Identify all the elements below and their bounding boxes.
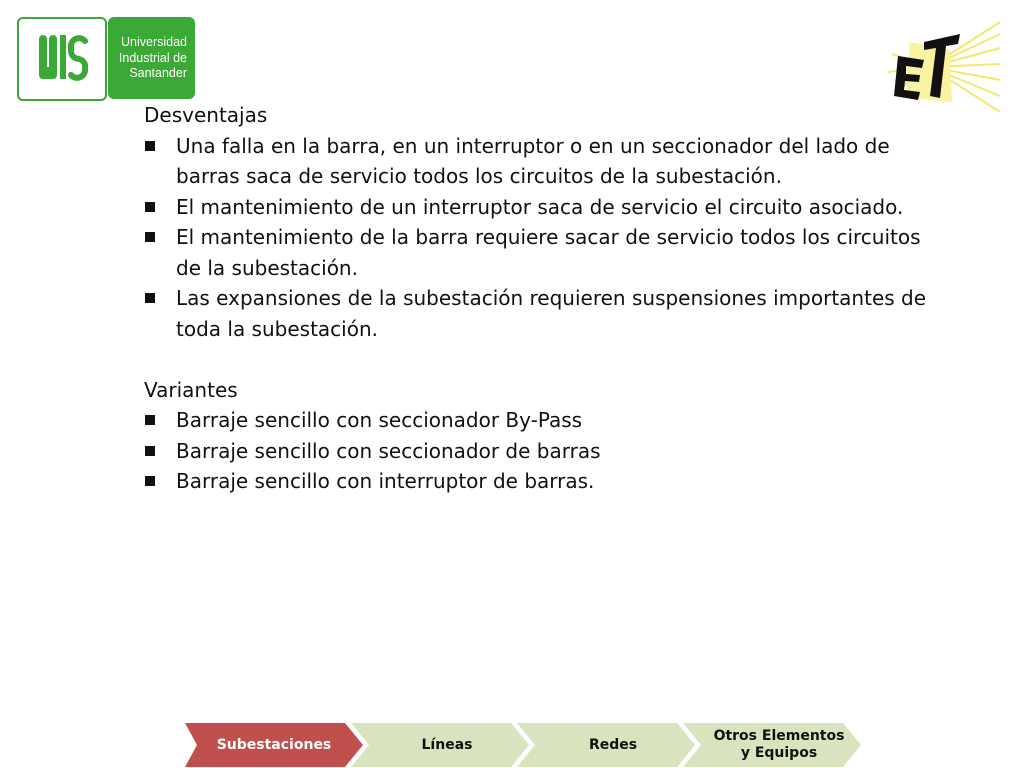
university-name-line-3: Santander — [129, 66, 187, 80]
list-item-text: Barraje sencillo con seccionador By-Pass — [176, 408, 583, 432]
variantes-title: Variantes — [144, 377, 238, 402]
square-bullet-icon — [145, 293, 155, 303]
variantes-list — [144, 405, 944, 497]
nav-label — [700, 728, 845, 762]
university-logo — [17, 17, 195, 99]
nav-label-line-2: y Equipos — [740, 745, 818, 761]
nav-lineas[interactable] — [351, 723, 529, 767]
list-item — [144, 131, 944, 192]
university-name-line-2: Industrial de — [118, 50, 187, 65]
spacer — [144, 344, 944, 375]
square-bullet-icon — [145, 141, 155, 151]
list-item — [144, 405, 944, 436]
desventajas-list — [144, 131, 944, 345]
nav-otros-elementos[interactable] — [683, 723, 861, 767]
university-name-line-1: Universidad — [120, 35, 187, 49]
nav-label: Redes — [588, 736, 638, 753]
nav-label: Subestaciones — [216, 736, 332, 753]
uis-monogram-icon — [17, 17, 107, 101]
list-item-text: Una falla en la barra, en un interruptor o en un seccionador del lado de barras saca de servicio todos los circuitos de la subestación. — [176, 133, 890, 188]
square-bullet-icon — [145, 476, 155, 486]
list-item-text: Barraje sencillo con interruptor de barras. — [176, 469, 595, 493]
section-nav — [185, 723, 865, 767]
square-bullet-icon — [145, 202, 155, 212]
nav-label-line-1: Otros Elementos — [713, 728, 845, 744]
nav-redes[interactable] — [517, 723, 695, 767]
list-item — [144, 222, 944, 283]
square-bullet-icon — [145, 415, 155, 425]
nav-label: Líneas — [421, 736, 473, 753]
slide-content — [144, 100, 944, 497]
list-item-text: El mantenimiento de la barra requiere sacar de servicio todos los circuitos de la subestación. — [176, 225, 921, 280]
university-name — [108, 17, 195, 99]
nav-subestaciones[interactable] — [185, 723, 363, 767]
list-item-text: Las expansiones de la subestación requieren suspensiones importantes de toda la subestación. — [176, 286, 927, 341]
list-item-text: Barraje sencillo con seccionador de barras — [176, 438, 601, 463]
list-item — [144, 283, 944, 344]
list-item-text: El mantenimiento de un interruptor saca de servicio el circuito asociado. — [176, 194, 904, 219]
square-bullet-icon — [145, 446, 155, 456]
list-item — [144, 436, 944, 467]
list-item — [144, 466, 944, 497]
desventajas-title: Desventajas — [144, 103, 268, 127]
list-item — [144, 192, 944, 223]
square-bullet-icon — [145, 232, 155, 242]
